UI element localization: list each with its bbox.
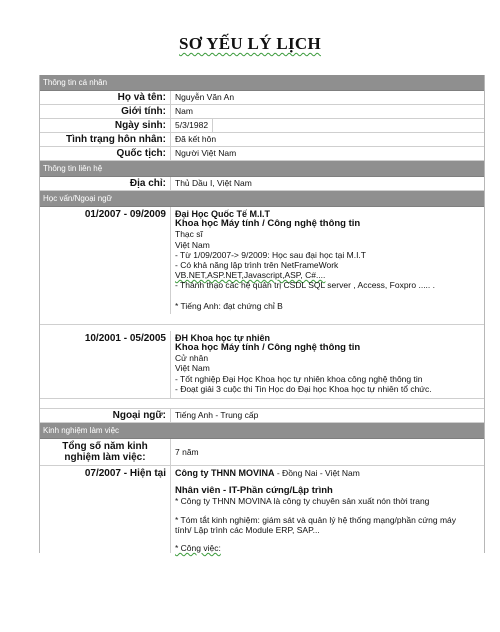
- value-gender: Nam: [170, 105, 484, 118]
- job-details: [170, 466, 484, 553]
- label-total-years: Tổng số năm kinh nghiệm làm việc:: [62, 441, 148, 464]
- label-nationality: Quốc tịch:: [116, 148, 166, 159]
- row-language: [40, 409, 484, 423]
- page-title: SƠ YẾU LÝ LỊCH: [179, 34, 321, 53]
- resume-table: [39, 75, 485, 553]
- education-details: [170, 207, 484, 314]
- job-entry: [40, 466, 484, 553]
- job-desc: * Tóm tắt kinh nghiệm: giám sát và quản lý hệ thống mạng/phần cứng máy tính/ Lập trình các Module ERP, SAP...: [175, 514, 456, 535]
- education-details: [170, 331, 484, 398]
- job-position: Nhân viên - IT-Phần cứng/Lập trình: [175, 485, 333, 497]
- row-full-name: [40, 91, 484, 105]
- label-marital-status: Tình trạng hôn nhân:: [66, 134, 166, 145]
- value-marital-status: Đã kết hôn: [170, 133, 484, 146]
- company-name: Công ty THNN MOVINA: [175, 468, 275, 479]
- school-name: ĐH Khoa học tự nhiên: [175, 332, 271, 343]
- job-desc-text: * Công việc:: [175, 543, 221, 554]
- job-desc: [175, 543, 484, 553]
- company-line: [175, 468, 484, 478]
- value-language: Tiếng Anh - Trung cấp: [170, 409, 484, 422]
- detail-line: [175, 270, 484, 280]
- detail-line: - Có khả năng lập trình trên NetFrameWork: [175, 260, 339, 271]
- row-address: [40, 177, 484, 191]
- birth-date-text: 5/3/1982: [175, 119, 213, 132]
- row-gender: [40, 105, 484, 119]
- education-entry: [40, 207, 484, 314]
- section-education-header: Học vấn/Ngoại ngữ: [40, 191, 484, 207]
- detail-line: - Thành thạo các hệ quản trị CSDL SQL server , Access, Foxpro ..... .: [175, 280, 435, 291]
- value-address: Thủ Dầu I, Việt Nam: [170, 177, 484, 190]
- row-total-years: [40, 439, 484, 466]
- detail-line-text: VB.NET,ASP.NET,Javascript,ASP, C#....: [175, 270, 326, 281]
- label-language: Ngoại ngữ:: [112, 410, 166, 422]
- section-personal-header: Thông tin cá nhân: [40, 75, 484, 91]
- country: Việt Nam: [175, 239, 210, 250]
- job-period: 07/2007 - Hiện tại: [84, 468, 166, 480]
- row-spacer: [40, 314, 484, 325]
- faculty-name: Khoa học Máy tính / Công nghệ thông tin: [175, 342, 361, 354]
- value-birth-date: [170, 119, 484, 132]
- label-gender: Giới tính:: [121, 106, 166, 117]
- value-full-name: Nguyễn Văn An: [170, 91, 484, 104]
- language-note: * Tiếng Anh: đạt chứng chỉ B: [175, 300, 283, 311]
- row-marital-status: [40, 133, 484, 147]
- job-desc: * Công ty THNN MOVINA là công ty chuyên sản xuất nón thời trang: [175, 496, 430, 507]
- value-nationality: Người Việt Nam: [170, 147, 484, 160]
- section-experience-header: Kinh nghiệm làm việc: [40, 423, 484, 439]
- value-total-years: 7 năm: [170, 439, 484, 465]
- row-nationality: [40, 147, 484, 161]
- school-name: Đại Học Quốc Tế M.I.T: [175, 209, 271, 219]
- label-address: Địa chỉ:: [129, 178, 166, 189]
- section-contact-header: Thông tin liên hệ: [40, 161, 484, 177]
- education-entry: [40, 331, 484, 399]
- country: Việt Nam: [175, 363, 210, 374]
- label-birth-date: Ngày sinh:: [114, 120, 166, 131]
- row-birth-date: [40, 119, 484, 133]
- faculty-name: Khoa học Máy tính / Công nghệ thông tin: [175, 218, 361, 230]
- detail-line: - Tốt nghiệp Đại Học Khoa học tự nhiên khoa công nghệ thông tin: [175, 373, 423, 384]
- degree: Thạc sĩ: [175, 229, 203, 240]
- education-period: 01/2007 - 09/2009: [84, 209, 166, 220]
- degree: Cử nhân: [175, 353, 209, 364]
- label-full-name: Họ và tên:: [117, 92, 166, 103]
- education-period: 10/2001 - 05/2005: [84, 332, 166, 344]
- row-spacer: [40, 399, 484, 409]
- detail-line: - Đoạt giải 3 cuộc thi Tin Học do Đại học Khoa học tự nhiên tổ chức.: [175, 383, 432, 394]
- detail-line: - Từ 1/09/2007-> 9/2009: Học sau đại học tại M.I.T: [175, 249, 366, 260]
- company-location: - Đồng Nai - Việt Nam: [274, 468, 360, 479]
